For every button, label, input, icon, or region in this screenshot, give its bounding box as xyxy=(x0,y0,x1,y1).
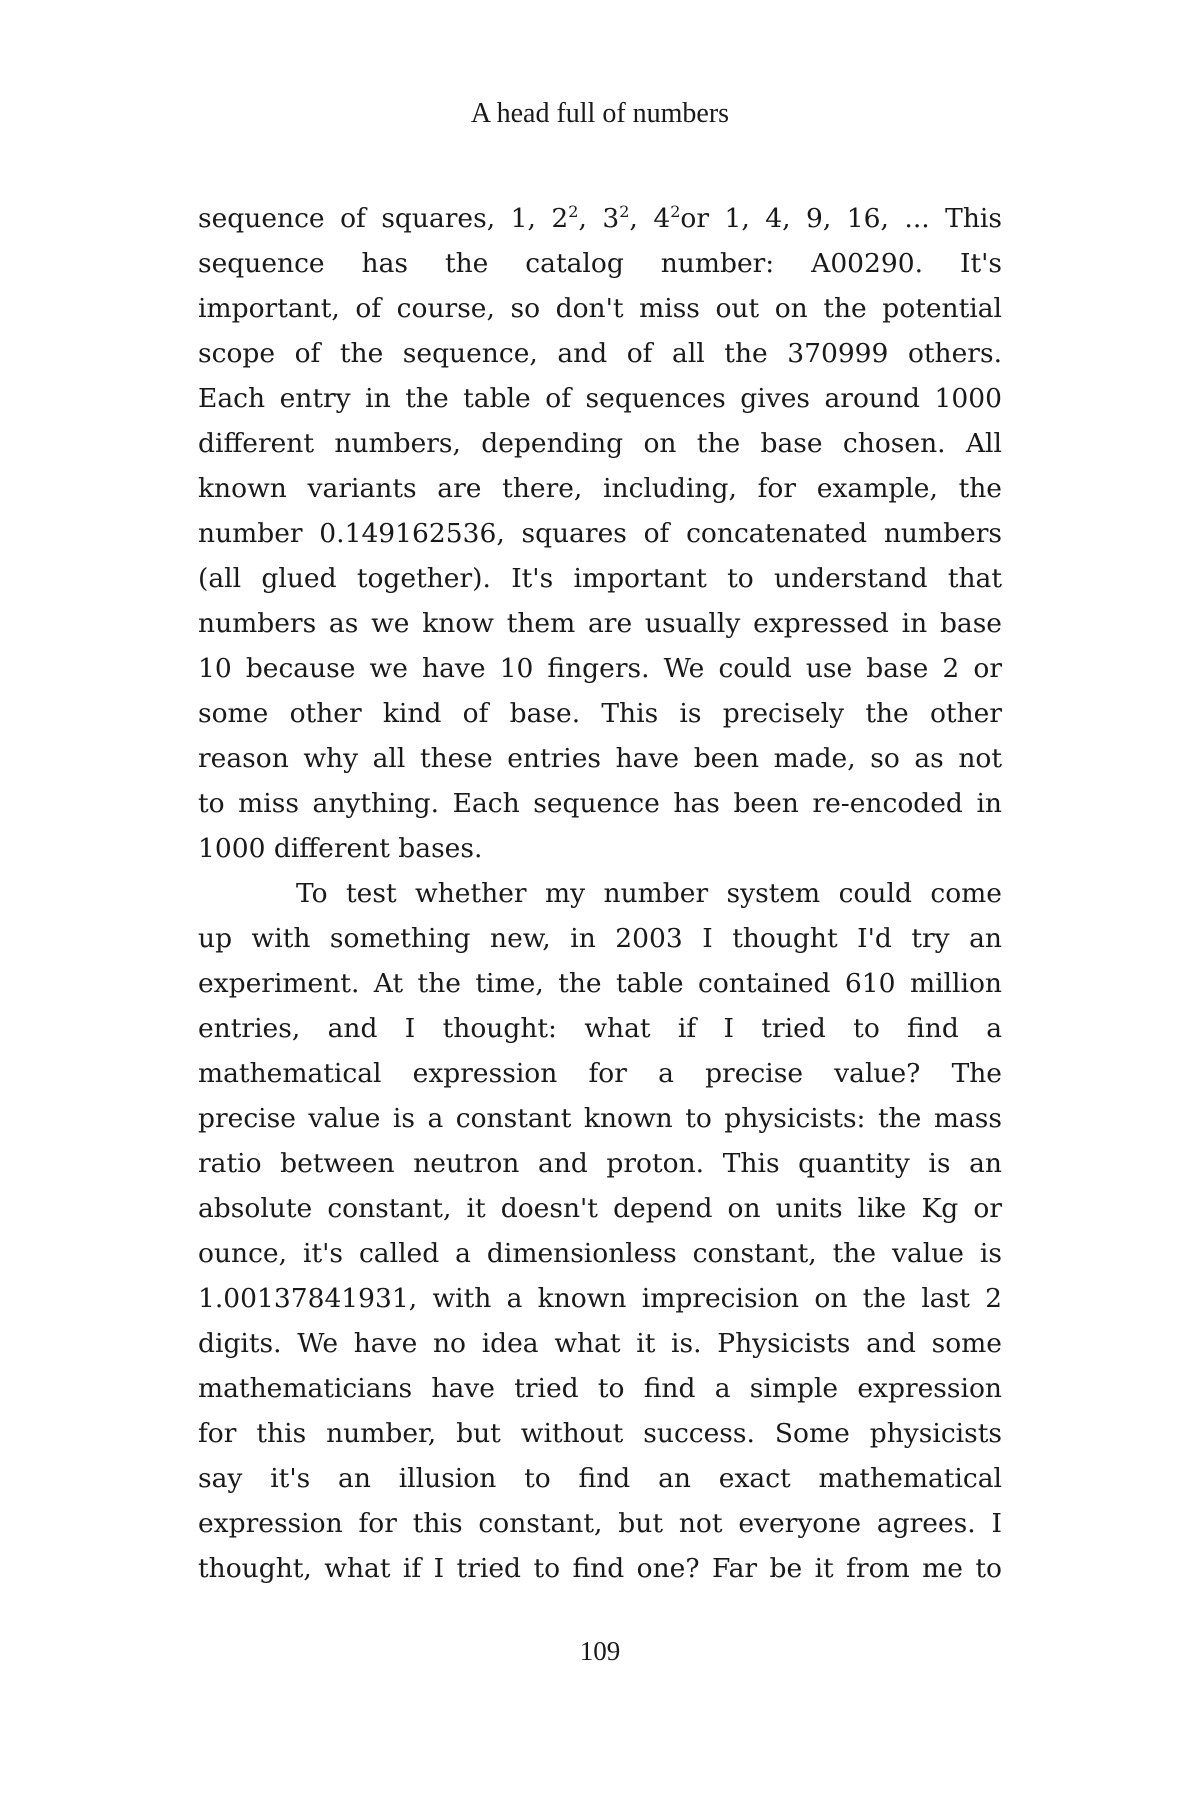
body-text xyxy=(198,196,1002,1591)
text-line: up with something new, in 2003 I thought I'd try an xyxy=(198,923,1002,954)
exponent: 2 xyxy=(619,202,630,221)
text-line: 1.00137841931, with a known imprecision on the last 2 xyxy=(198,1283,1002,1314)
text-line: absolute constant, it doesn't depend on units like Kg or xyxy=(198,1193,1002,1224)
text-line: experiment. At the time, the table contained 610 million xyxy=(198,968,1002,999)
page-number: 109 xyxy=(579,1636,621,1666)
exponent: 2 xyxy=(568,202,579,221)
text-line: entries, and I thought: what if I tried to find a xyxy=(198,1013,1002,1044)
text-line: important, of course, so don't miss out on the potential xyxy=(198,293,1002,324)
text-line: say it's an illusion to find an exact mathematical xyxy=(198,1463,1002,1494)
text-line: number 0.149162536, squares of concatenated numbers xyxy=(198,518,1002,549)
text-line: ratio between neutron and proton. This quantity is an xyxy=(198,1148,1002,1179)
text-line: ounce, it's called a dimensionless constant, the value is xyxy=(198,1238,1002,1269)
exponent: 2 xyxy=(670,202,681,221)
text-line: known variants are there, including, for example, the xyxy=(198,473,1002,504)
text-line: thought, what if I tried to find one? Far be it from me to xyxy=(198,1553,1002,1584)
text-line: to miss anything. Each sequence has been re-encoded in xyxy=(198,788,1002,819)
text-line: reason why all these entries have been made, so as not xyxy=(198,743,1002,774)
text-line: 10 because we have 10 fingers. We could use base 2 or xyxy=(198,653,1002,684)
paragraph xyxy=(198,871,1002,1591)
text-line: scope of the sequence, and of all the 370999 others. xyxy=(198,338,1002,369)
text-line: different numbers, depending on the base chosen. All xyxy=(198,428,1002,459)
text-line: some other kind of base. This is precisely the other xyxy=(198,698,1002,729)
text-line: mathematicians have tried to find a simple expression xyxy=(198,1373,1002,1404)
text-line: 1000 different bases. xyxy=(198,833,483,864)
text-line: sequence has the catalog number: A00290. It's xyxy=(198,248,1002,279)
text-line: sequence of squares, 1, $2^2$, $3^2$, $4^2or$ 1, 4, 9, 16, ... This xyxy=(198,202,1002,234)
text-line: digits. We have no idea what it is. Physicists and some xyxy=(198,1328,1002,1359)
text-line: mathematical expression for a precise value? The xyxy=(198,1058,1002,1089)
text-line: for this number, but without success. Some physicists xyxy=(198,1418,1002,1449)
text-line: expression for this constant, but not everyone agrees. I xyxy=(198,1508,1002,1539)
paragraph xyxy=(198,196,1002,871)
text-line: Each entry in the table of sequences gives around 1000 xyxy=(198,383,1002,414)
text-line: To test whether my number system could come xyxy=(296,878,1002,909)
running-head: A head full of numbers xyxy=(470,98,730,129)
text-line: precise value is a constant known to physicists: the mass xyxy=(198,1103,1002,1134)
text-line: (all glued together). It's important to understand that xyxy=(198,563,1002,594)
text-line: numbers as we know them are usually expressed in base xyxy=(198,608,1002,639)
